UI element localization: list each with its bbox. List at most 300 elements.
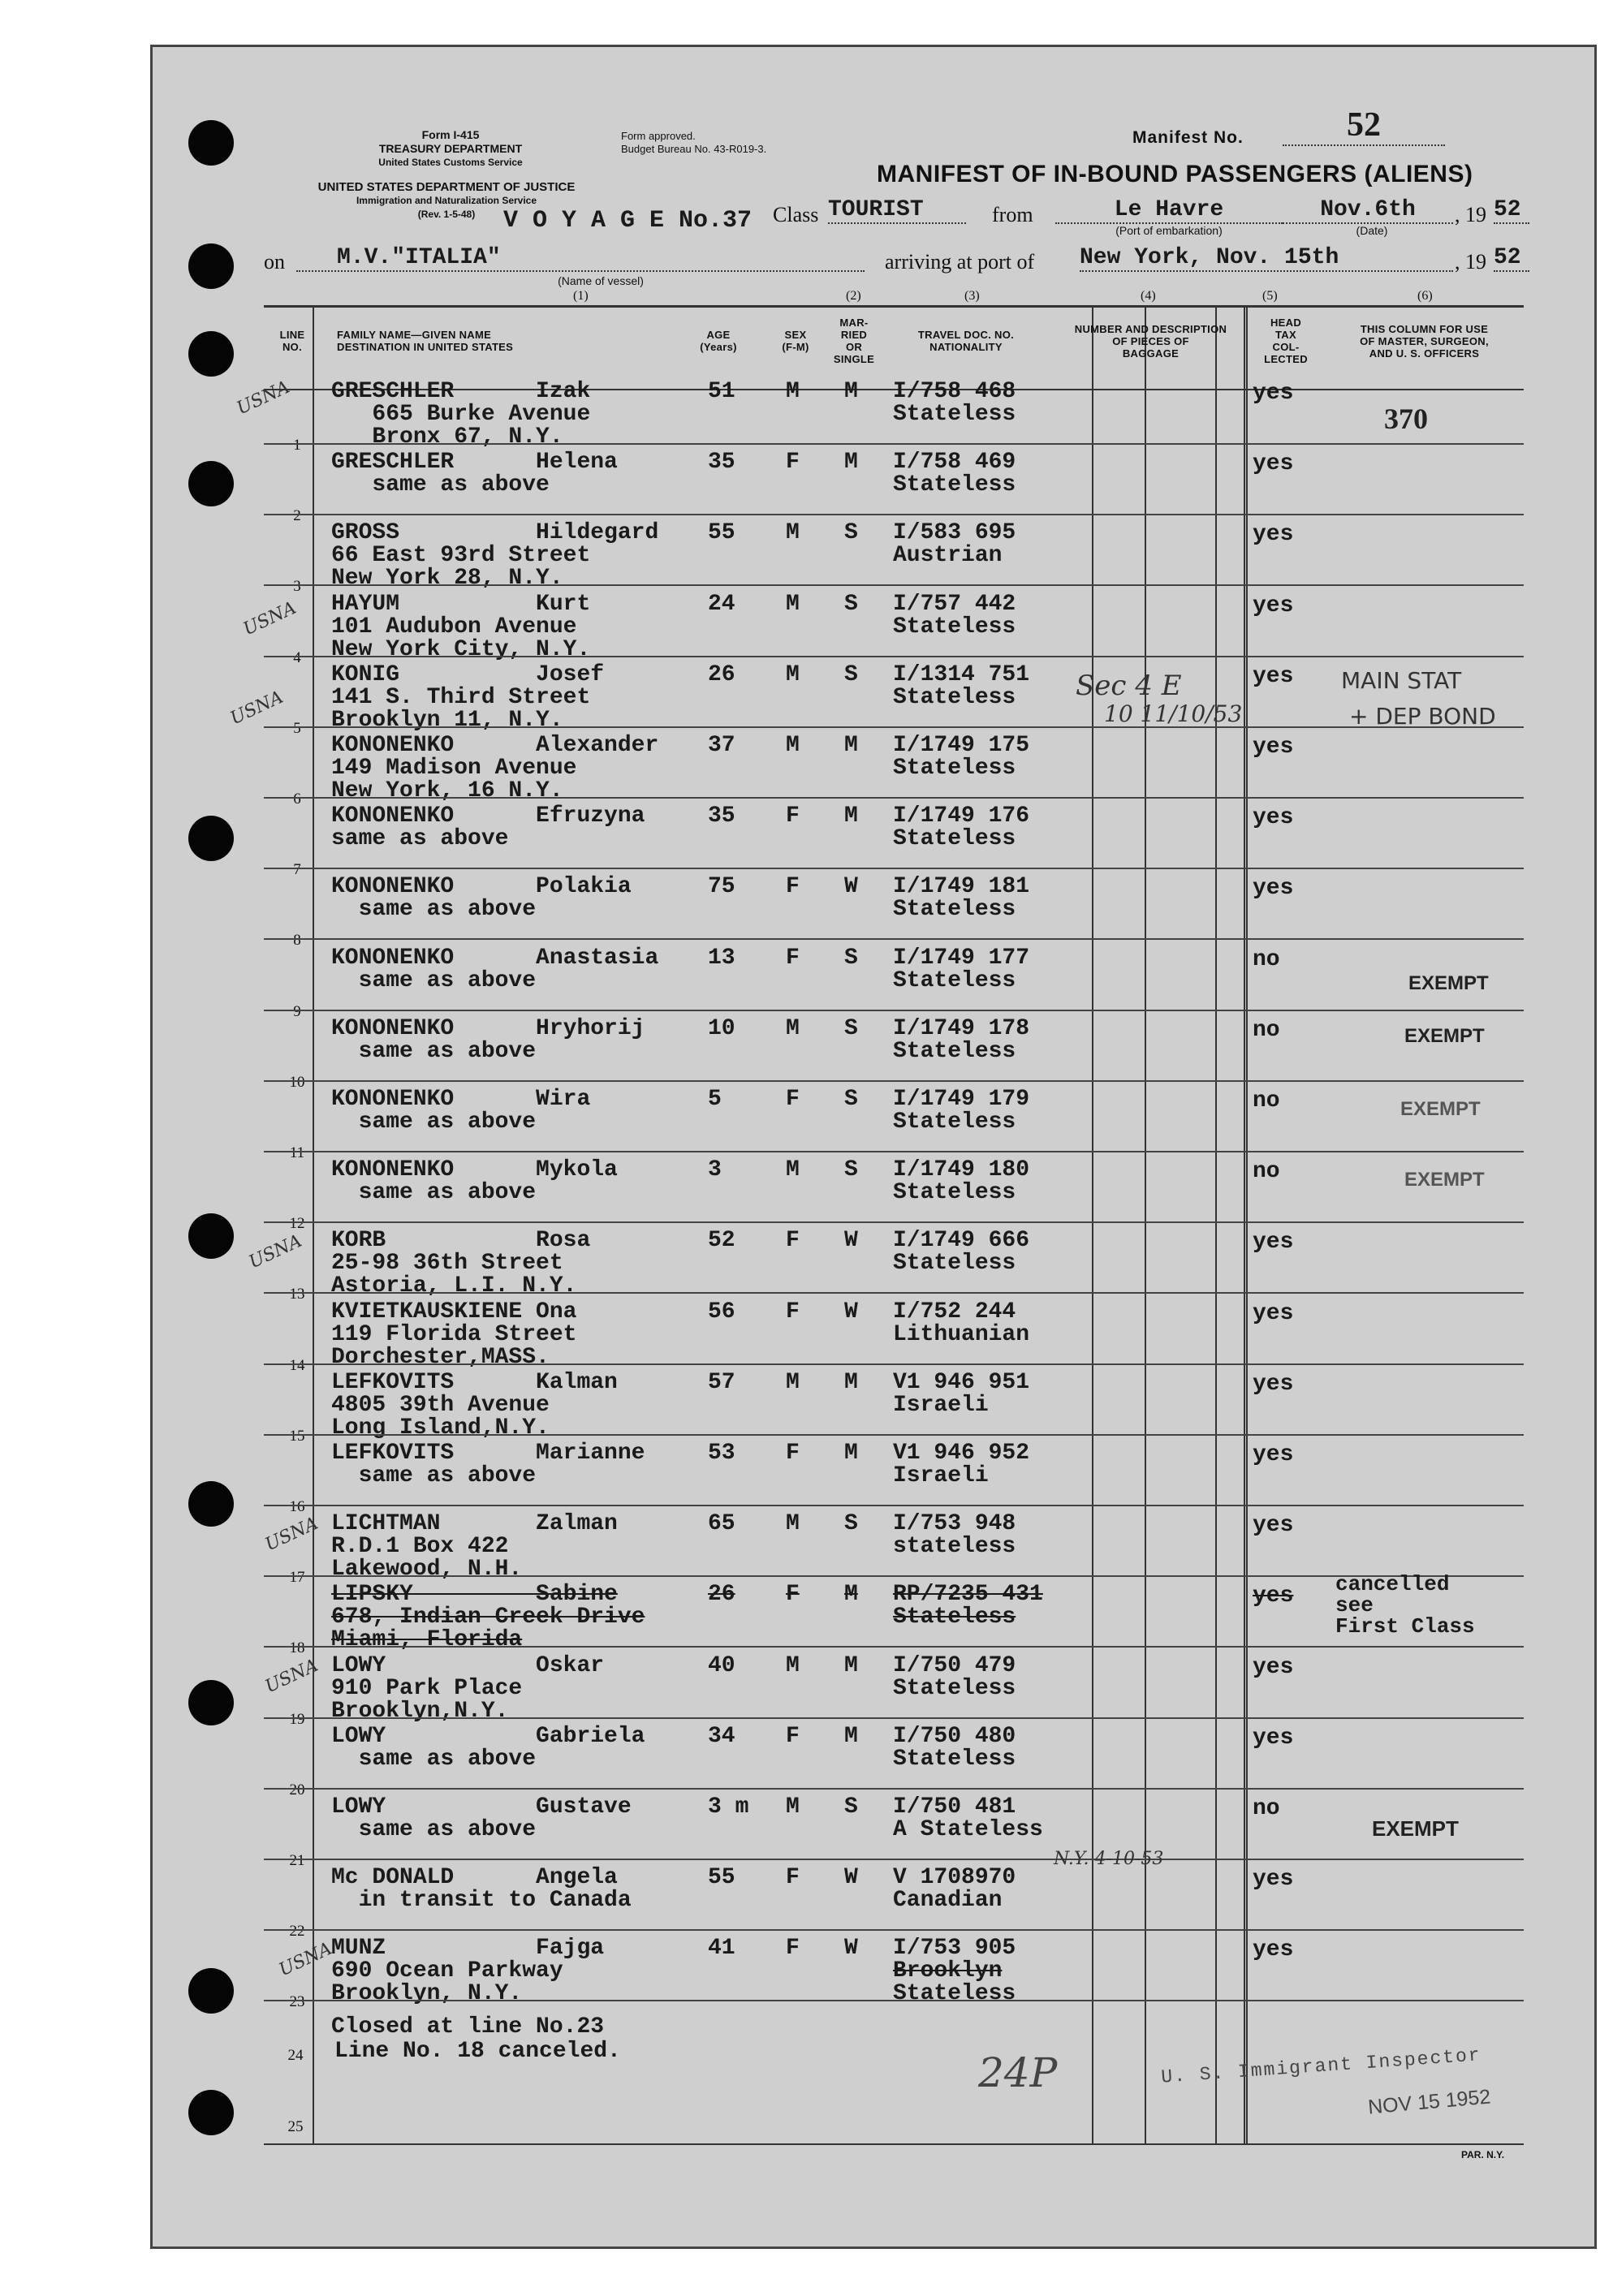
head-tax-collected: yes [1253,805,1294,830]
manifest-no-label: Manifest No. [1132,128,1244,147]
class-value: TOURIST [828,197,966,224]
travel-doc-number: I/758 469 [893,450,1016,475]
travel-doc-number: I/753 905 [893,1936,1016,1961]
embarkation-date: Nov.6th [1283,197,1453,224]
passenger-sex: F [786,946,800,971]
head-tax-collected: yes [1253,1442,1294,1467]
row-divider [264,1717,1524,1719]
exempt-stamp: EXEMPT [1404,1025,1485,1047]
passenger-sex: F [786,450,800,475]
head-tax-collected: yes [1253,1583,1294,1609]
travel-doc-number: I/1314 751 [893,662,1030,687]
passenger-age: 10 [708,1016,735,1041]
col-head-officers [1325,323,1524,360]
travel-doc-number: I/750 479 [893,1653,1016,1678]
punch-hole [188,243,234,289]
passenger-address: same as above [331,1817,537,1842]
passenger-city: Lakewood, N.H. [331,1557,523,1582]
passenger-address: same as above [331,968,537,993]
passenger-name: Mc DONALD Angela [331,1865,618,1890]
margin-note: USNA [261,1655,321,1698]
line-number: 19 [289,1711,305,1728]
passenger-address: 665 Burke Avenue [331,402,591,427]
handwritten-initials: 24P [978,2049,1058,2096]
passenger-city: Long Island,N.Y. [331,1415,550,1441]
col-head-baggage [1055,323,1246,360]
passenger-address: 141 S. Third Street [331,685,591,710]
passenger-age: 40 [708,1653,735,1678]
treasury-dept: TREASURY DEPARTMENT [378,142,523,155]
marital-status: M [844,1441,858,1466]
port-of-embarkation: Le Havre [1055,197,1283,224]
row-divider [264,1646,1524,1648]
head-tax-collected: no [1253,1159,1280,1184]
marital-status: M [844,803,858,829]
year-prefix: , 19 [1455,203,1486,226]
punch-hole [188,1481,234,1527]
passenger-name: GROSS Hildegard [331,520,659,545]
head-tax-collected: no [1253,1018,1280,1043]
passenger-age: 3 [708,1157,722,1182]
line-number: 24 [287,2047,304,2064]
travel-doc-number: I/1749 178 [893,1016,1030,1041]
marital-status: M [844,450,858,475]
passenger-address: in transit to Canada [331,1888,632,1913]
head-tax-collected: yes [1253,1230,1294,1255]
closing-note: Closed at line No.23 [331,2014,605,2040]
passenger-age: 24 [708,592,735,617]
travel-doc-number: I/752 244 [893,1299,1016,1325]
budget-approval [621,130,766,156]
travel-doc-number: V1 946 952 [893,1441,1030,1466]
head-tax-collected: yes [1253,1301,1294,1326]
col-head-name [337,329,513,353]
col-head-sex [767,329,824,353]
passenger-sex: M [786,1157,800,1182]
row-divider [264,797,1524,799]
port-sublabel: (Port of embarkation) [1115,224,1223,237]
baggage-handwritten-note: N.Y. 4-10-53 [1054,1849,1164,1869]
marital-status: S [844,592,858,617]
travel-doc-number: I/1749 179 [893,1087,1030,1112]
passenger-age: 26 [708,662,735,687]
nationality: Stateless [893,897,1016,922]
col-head-line [268,329,317,353]
passenger-age: 35 [708,803,735,829]
punch-hole [188,1213,234,1259]
row-divider [264,2000,1524,2001]
passenger-city: Astoria, L.I. N.Y. [331,1273,577,1299]
col-line-label: LINE NO. [279,329,305,353]
passenger-address: same as above [331,1463,537,1488]
nationality: Stateless [893,968,1016,993]
column-number-2: (2) [846,289,861,303]
line-number: 6 [293,790,301,808]
line-number: 14 [289,1357,305,1374]
passenger-name: GRESCHLER Izak [331,379,591,404]
on-label: on [264,250,285,274]
passenger-city: New York, 16 N.Y. [331,778,563,803]
col-head-married [830,317,878,365]
passenger-city: Brooklyn,N.Y. [331,1699,509,1724]
line-number: 25 [287,2118,304,2135]
margin-note: USNA [245,1230,305,1273]
head-tax-collected: no [1253,1796,1280,1821]
marital-status: S [844,520,858,545]
head-tax-collected: yes [1253,1513,1294,1538]
passenger-name: LEFKOVITS Kalman [331,1370,618,1395]
passenger-address: same as above [331,826,509,851]
row-divider [264,443,1524,445]
row-divider [264,868,1524,869]
head-tax-collected: yes [1253,522,1294,547]
travel-doc-number: I/1749 180 [893,1157,1030,1182]
passenger-age: 57 [708,1370,735,1395]
nationality: Stateless [893,1039,1016,1064]
justice-dept: UNITED STATES DEPARTMENT OF JUSTICE [317,180,576,194]
column-number-4: (4) [1141,289,1156,303]
passenger-age: 65 [708,1511,735,1536]
passenger-sex: F [786,1865,800,1890]
passenger-city: Bronx 67, N.Y. [331,424,563,450]
officer-handwritten-note: + DEP BOND [1349,703,1496,730]
travel-doc-number: I/1749 175 [893,733,1030,758]
row-divider [264,1363,1524,1365]
passenger-sex: F [786,1724,800,1749]
passenger-sex: F [786,1299,800,1325]
officer-handwritten-note: MAIN STAT [1341,667,1462,694]
manifest-title: MANIFEST OF IN-BOUND PASSENGERS (ALIENS) [877,161,1473,187]
marital-status: M [844,1724,858,1749]
embarkation-year: 52 [1494,197,1529,224]
nationality: Brooklyn [893,1958,1003,1984]
year-prefix: , 19 [1455,250,1486,274]
passenger-age: 56 [708,1299,735,1325]
passenger-name: LEFKOVITS Marianne [331,1441,645,1466]
column-number-6: (6) [1417,289,1433,303]
passenger-sex: M [786,1016,800,1041]
nationality: Stateless [893,685,1016,710]
head-tax-collected: yes [1253,1867,1294,1892]
passenger-name: KONONENKO Efruzyna [331,803,645,829]
col-divider [1215,308,1217,2143]
passenger-name: KORB Rosa [331,1228,591,1253]
vessel-sublabel: (Name of vessel) [558,274,644,287]
passenger-sex: M [786,1370,800,1395]
marital-status: M [844,1582,858,1607]
margin-note: USNA [233,377,293,420]
line-number: 15 [289,1428,305,1445]
nationality: Stateless [893,756,1016,781]
passenger-address: 119 Florida Street [331,1322,577,1347]
travel-doc-number: V 1708970 [893,1865,1016,1890]
head-tax-collected: yes [1253,1725,1294,1751]
passenger-address: same as above [331,1180,537,1205]
row-divider [264,938,1524,940]
ins-service: Immigration and Naturalization Service [356,195,537,206]
head-tax-collected: yes [1253,1655,1294,1680]
head-tax-collected: no [1253,947,1280,972]
line-number: 20 [289,1781,305,1798]
line-number: 18 [289,1639,305,1656]
baggage-handwritten-note: 10 11/10/53 [1104,700,1243,727]
nationality: Israeli [893,1393,989,1418]
punch-hole [188,120,234,166]
passenger-city: Miami, Florida [331,1627,523,1652]
passenger-sex: M [786,733,800,758]
marital-status: S [844,662,858,687]
exempt-stamp: EXEMPT [1372,1816,1459,1841]
cancel-note: Line No. 18 canceled. [334,2039,621,2064]
passenger-address: 690 Ocean Parkway [331,1958,563,1984]
column-number-1: (1) [573,289,589,303]
passenger-age: 53 [708,1441,735,1466]
cancel-remark: see [1335,1593,1374,1618]
passenger-sex: M [786,379,800,404]
passenger-age: 41 [708,1936,735,1961]
officer-note: 370 [1384,403,1428,435]
head-tax-collected: yes [1253,451,1294,476]
passenger-age: 5 [708,1087,722,1112]
line-number: 12 [289,1215,305,1232]
marital-status: S [844,1794,858,1820]
marital-status: M [844,1370,858,1395]
row-divider [264,1221,1524,1223]
passenger-sex: F [786,1582,800,1607]
passenger-address: R.D.1 Box 422 [331,1534,509,1559]
passenger-name: KONONENKO Wira [331,1087,591,1112]
passenger-name: HAYUM Kurt [331,592,591,617]
passenger-address: 149 Madison Avenue [331,756,577,781]
row-divider [264,1505,1524,1506]
marital-status: W [844,1865,858,1890]
nationality: Stateless [893,1251,1016,1276]
punch-hole [188,331,234,377]
row-divider [264,1859,1524,1860]
nationality: Stateless [893,614,1016,640]
manifest-number: 52 [1283,106,1445,146]
travel-doc-number: I/1749 176 [893,803,1030,829]
row-divider [264,514,1524,515]
col-name-label: FAMILY NAME—GIVEN NAME DESTINATION IN UNITED STATES [337,329,514,353]
marital-status: M [844,379,858,404]
travel-doc-number: I/1749 666 [893,1228,1030,1253]
nationality: Israeli [893,1463,989,1488]
travel-doc-number: I/750 481 [893,1794,1016,1820]
passenger-address: 678, Indian Creek Drive [331,1605,645,1630]
line-number: 16 [289,1498,305,1515]
nationality: Stateless [893,1747,1016,1772]
passenger-sex: F [786,874,800,899]
col-head-tax [1249,317,1323,365]
passenger-sex: F [786,1441,800,1466]
head-tax-collected: yes [1253,381,1294,406]
arrival-port-date: New York, Nov. 15th [1080,245,1453,272]
row-divider [264,1788,1524,1790]
head-tax-collected: yes [1253,1937,1294,1962]
travel-doc-number: I/1749 177 [893,946,1030,971]
line-number: 8 [293,932,301,949]
col-head-travel [889,329,1043,353]
nationality: Austrian [893,543,1003,568]
col-travel-label: TRAVEL DOC. NO. NATIONALITY [917,329,1015,353]
passenger-address: 101 Audubon Avenue [331,614,577,640]
passenger-age: 55 [708,520,735,545]
marital-status: S [844,1016,858,1041]
line-number: 11 [289,1144,305,1161]
passenger-age: 75 [708,874,735,899]
passenger-name: LIPSKY Sabine [331,1582,618,1607]
exempt-stamp: EXEMPT [1404,1169,1485,1191]
passenger-address: same as above [331,1747,537,1772]
row-divider [264,584,1524,586]
line-number: 3 [293,578,301,595]
marital-status: S [844,1511,858,1536]
date-sublabel: (Date) [1356,224,1388,237]
line-number: 2 [293,507,301,524]
row-divider [264,1434,1524,1436]
passenger-sex: M [786,1794,800,1820]
passenger-age: 3 m [708,1794,749,1820]
passenger-age: 37 [708,733,735,758]
customs-service: United States Customs Service [378,157,523,168]
marital-status: W [844,1299,858,1325]
vessel-name: M.V."ITALIA" [296,245,865,272]
col-age-label: AGE (Years) [700,329,737,353]
cancel-remark: cancelled [1335,1572,1450,1596]
passenger-name: KVIETKAUSKIENE Ona [331,1299,577,1325]
head-tax-collected: yes [1253,1372,1294,1397]
nationality: Stateless [893,1180,1016,1205]
passenger-address: 66 East 93rd Street [331,543,591,568]
nationality: stateless [893,1534,1016,1559]
nationality: Stateless [893,826,1016,851]
passenger-name: LICHTMAN Zalman [331,1511,618,1536]
travel-doc-number: V1 946 951 [893,1370,1030,1395]
nationality: Canadian [893,1888,1003,1913]
revision: (Rev. 1-5-48) [417,209,476,220]
passenger-city: Brooklyn 11, N.Y. [331,708,563,733]
passenger-age: 51 [708,379,735,404]
exempt-stamp: EXEMPT [1408,972,1489,994]
row-divider [264,656,1524,657]
passenger-name: GRESCHLER Helena [331,450,618,475]
line-number: 4 [293,649,301,666]
marital-status: W [844,1936,858,1961]
line-number: 22 [289,1923,305,1940]
passenger-name: KONIG Josef [331,662,605,687]
passenger-address: same as above [331,472,550,498]
head-tax-collected: yes [1253,876,1294,901]
column-number-5: (5) [1262,289,1278,303]
column-number-3: (3) [964,289,980,303]
row-divider [264,1929,1524,1931]
nationality: Stateless [893,1676,1016,1701]
passenger-name: KONONENKO Hryhorij [331,1016,645,1041]
passenger-sex: M [786,1653,800,1678]
voyage-number: V O Y A G E No.37 [503,207,753,235]
passenger-name: KONONENKO Polakia [331,874,632,899]
passenger-name: LOWY Gabriela [331,1724,645,1749]
col-divider [1244,308,1245,2143]
arrival-year: 52 [1494,245,1529,272]
passenger-name: LOWY Gustave [331,1794,632,1820]
line-number: 23 [289,1993,305,2010]
margin-note: USNA [226,687,287,730]
inspector-signature-line: U. S. Immigrant Inspector [1160,2044,1482,2088]
head-tax-collected: yes [1253,593,1294,618]
col-married-label: MAR- RIED OR SINGLE [833,317,875,365]
passenger-age: 52 [708,1228,735,1253]
marital-status: S [844,1087,858,1112]
passenger-name: KONONENKO Alexander [331,733,659,758]
passenger-sex: F [786,1228,800,1253]
passenger-address: same as above [331,1109,537,1135]
marital-status: W [844,1228,858,1253]
nationality: Lithuanian [893,1322,1030,1347]
col-sex-label: SEX (F-M) [782,329,809,353]
passenger-sex: M [786,1511,800,1536]
marital-status: S [844,946,858,971]
row-divider [264,726,1524,728]
nationality: Stateless [893,1605,1016,1630]
travel-doc-number: I/1749 181 [893,874,1030,899]
line-number: 5 [293,720,301,737]
col-officers-label: THIS COLUMN FOR USE OF MASTER, SURGEON, AND U. S. OFFICERS [1360,323,1489,360]
passenger-age: 34 [708,1724,735,1749]
passenger-city: Dorchester,MASS. [331,1345,550,1370]
passenger-sex: M [786,520,800,545]
travel-doc-number: I/583 695 [893,520,1016,545]
header-left-block [333,128,568,170]
passenger-sex: F [786,1936,800,1961]
col-head-age [686,329,751,353]
col-baggage-label: NUMBER AND DESCRIPTION OF PIECES OF BAGGAGE [1074,323,1227,360]
margin-note: USNA [261,1513,321,1556]
form-number: Form I-415 [421,128,480,141]
passenger-address: 4805 39th Avenue [331,1393,550,1418]
row-divider [264,1292,1524,1294]
punch-hole [188,461,234,506]
marital-status: S [844,1157,858,1182]
line-number: 13 [289,1286,305,1303]
travel-doc-number: I/758 468 [893,379,1016,404]
budget-number: Budget Bureau No. 43-R019-3. [621,143,767,155]
passenger-name: KONONENKO Mykola [331,1157,618,1182]
nationality: Stateless [893,1981,1016,2006]
passenger-name: KONONENKO Anastasia [331,946,659,971]
head-tax-collected: yes [1253,734,1294,760]
passenger-age: 35 [708,450,735,475]
passenger-address: 910 Park Place [331,1676,523,1701]
line-number: 1 [293,437,301,454]
punch-hole [188,816,234,861]
col-divider [1246,308,1248,2143]
passenger-address: same as above [331,897,537,922]
travel-doc-number: I/753 948 [893,1511,1016,1536]
passenger-address: 25-98 36th Street [331,1251,563,1276]
date-stamp: NOV 15 1952 [1367,2085,1492,2119]
passenger-city: New York City, N.Y. [331,637,591,662]
line-number: 7 [293,861,301,878]
printer-mark: PAR. N.Y. [1461,2149,1505,2160]
form-approved: Form approved. [621,130,696,142]
passenger-name: MUNZ Fajga [331,1936,605,1961]
passenger-age: 13 [708,946,735,971]
passenger-sex: F [786,1087,800,1112]
travel-doc-number: I/757 442 [893,592,1016,617]
head-tax-collected: yes [1253,664,1294,689]
